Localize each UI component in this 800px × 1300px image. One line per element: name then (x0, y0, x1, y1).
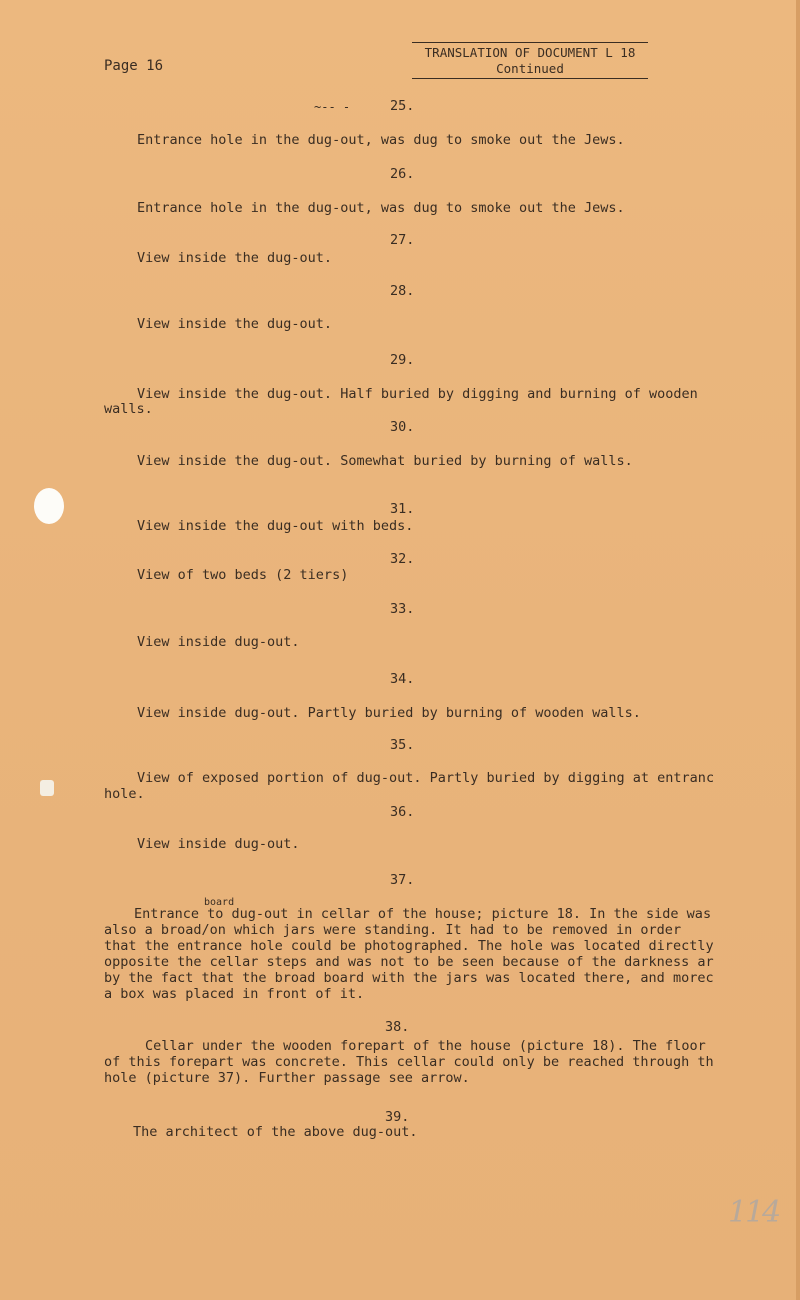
entry-text-33: View inside dug-out. (137, 634, 300, 650)
header-subtitle: Continued (412, 61, 648, 79)
entry-number-31: 31. (390, 501, 415, 517)
entry-number-29: 29. (390, 352, 415, 368)
translation-header (412, 42, 648, 79)
entry-text-26: Entrance hole in the dug-out, was dug to smoke out the Jews. (137, 200, 625, 216)
entry-text-36: View inside dug-out. (137, 836, 300, 852)
entry-number-33: 33. (390, 601, 415, 617)
entry-text-37-line-3: that the entrance hole could be photographed. The hole was located directly (104, 938, 714, 954)
header-title: TRANSLATION OF DOCUMENT L 18 (424, 45, 636, 60)
entry-text-25: Entrance hole in the dug-out, was dug to smoke out the Jews. (137, 132, 625, 148)
header-rule-top (412, 42, 648, 43)
entry-number-39: 39. (385, 1109, 410, 1125)
entry-number-34: 34. (390, 671, 415, 687)
entry-text-35-line-2: hole. (104, 786, 145, 802)
page-number: Page 16 (104, 58, 164, 74)
entry-number-32: 32. (390, 551, 415, 567)
entry-text-27: View inside the dug-out. (137, 250, 333, 266)
handwritten-folio-number: 114 (728, 1195, 780, 1230)
entry-text-29-line-2: walls. (104, 401, 153, 417)
entry-text-28: View inside the dug-out. (137, 316, 333, 332)
page-edge (796, 0, 800, 1300)
interlinear-insert: board (204, 897, 235, 908)
entry-text-37-line-5: by the fact that the broad board with the jars was located there, and morec (104, 970, 714, 986)
ink-smudge: ~-- - (314, 100, 351, 114)
entry-text-35-line-1: View of exposed portion of dug-out. Partly buried by digging at entranc (137, 770, 715, 786)
entry-text-30: View inside the dug-out. Somewhat buried by burning of walls. (137, 453, 633, 469)
entry-text-39: The architect of the above dug-out. (133, 1124, 418, 1140)
entry-number-30: 30. (390, 419, 415, 435)
entry-number-26: 26. (390, 166, 415, 182)
entry-text-38-line-1: Cellar under the wooden forepart of the house (picture 18). The floor (145, 1038, 706, 1054)
entry-number-37: 37. (390, 872, 415, 888)
entry-text-37-line-6: a box was placed in front of it. (104, 986, 365, 1002)
entry-number-36: 36. (390, 804, 415, 820)
entry-number-27: 27. (390, 232, 415, 248)
entry-number-28: 28. (390, 283, 415, 299)
entry-number-35: 35. (390, 737, 415, 753)
entry-text-37-line-4: opposite the cellar steps and was not to be seen because of the darkness ar (104, 954, 714, 970)
entry-text-37-line-1: Entrance to dug-out in cellar of the house; picture 18. In the side was (134, 906, 712, 922)
entry-text-38-line-3: hole (picture 37). Further passage see arrow. (104, 1070, 470, 1086)
entry-text-32: View of two beds (2 tiers) (137, 567, 349, 583)
entry-text-34: View inside dug-out. Partly buried by burning of wooden walls. (137, 705, 641, 721)
entry-text-31: View inside the dug-out with beds. (137, 518, 414, 534)
entry-number-38: 38. (385, 1019, 410, 1035)
paper-tear (40, 780, 54, 796)
entry-text-38-line-2: of this forepart was concrete. This cellar could only be reached through th (104, 1054, 714, 1070)
entry-text-29-line-1: View inside the dug-out. Half buried by digging and burning of wooden (137, 386, 698, 402)
entry-text-37-line-2: also a broad/on which jars were standing. It had to be removed in order (104, 922, 682, 938)
entry-number-25: 25. (390, 98, 415, 114)
punch-hole (34, 488, 64, 524)
